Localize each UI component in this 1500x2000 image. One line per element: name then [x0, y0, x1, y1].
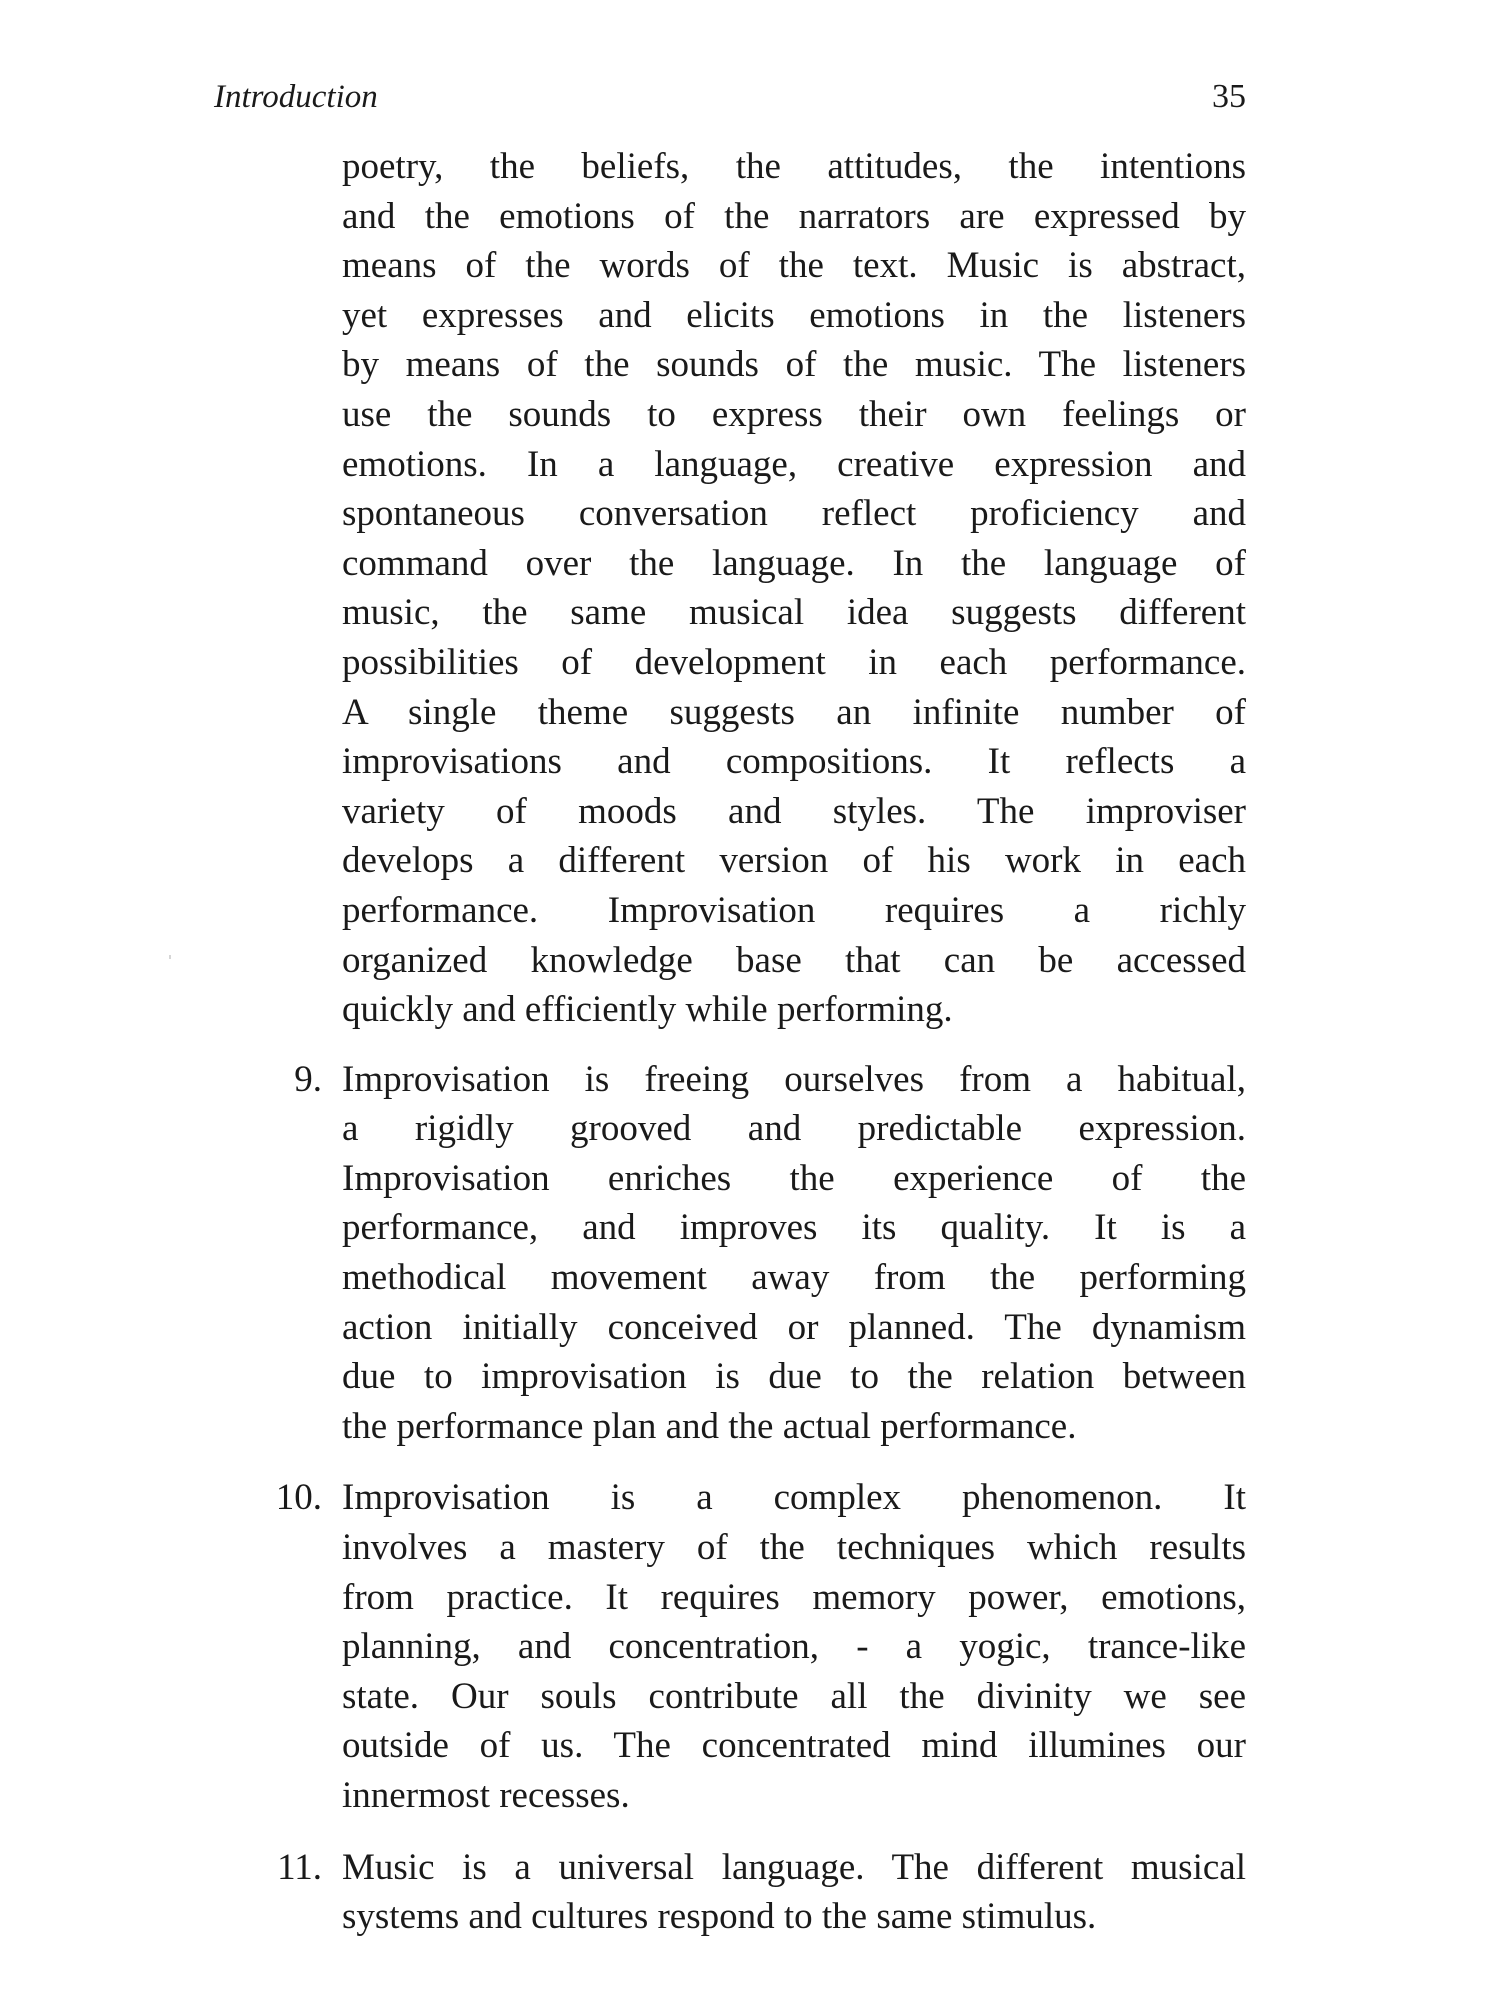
text-line: spontaneous conversation reflect proficiency and [342, 493, 1246, 535]
text-line: Improvisation enriches the experience of the [342, 1157, 1246, 1199]
text-line: Music is a universal language. The different musical [342, 1846, 1246, 1888]
text-line: outside of us. The concentrated mind illumines our [342, 1725, 1246, 1767]
text-line: poetry, the beliefs, the attitudes, the intentions [342, 146, 1246, 187]
text-line: yet expresses and elicits emotions in the listeners [342, 294, 1246, 336]
text-line: Improvisation is a complex phenomenon. It [342, 1477, 1246, 1519]
paragraph-gap [0, 1035, 1500, 1055]
text-line: command over the language. In the language of [342, 542, 1246, 584]
text-line: Improvisation is freeing ourselves from a habitual, [342, 1058, 1246, 1100]
text-line: variety of moods and styles. The improviser [342, 790, 1246, 832]
text-line: quickly and efficiently while performing. [342, 989, 953, 1031]
running-head [214, 72, 1246, 122]
text-line: the performance plan and the actual performance. [342, 1405, 1077, 1447]
text-line: music, the same musical idea suggests different [342, 592, 1246, 634]
page-number: 35 [1212, 78, 1246, 115]
text-line: performance. Improvisation requires a richly [342, 889, 1246, 931]
body-text [0, 142, 1500, 1942]
text-line: develops a different version of his work in each [342, 840, 1246, 882]
item-number: 9. [294, 1058, 322, 1100]
item-number: 10. [275, 1477, 322, 1519]
continued-paragraph [342, 142, 1246, 1035]
text-line: performance, and improves its quality. It is a [342, 1207, 1246, 1249]
text-line: a rigidly grooved and predictable expression. [342, 1108, 1246, 1150]
list-item-11 [277, 1843, 1246, 1942]
text-line: by means of the sounds of the music. The listeners [342, 344, 1246, 386]
paragraph-gap [0, 1451, 1500, 1473]
text-line: innermost recesses. [342, 1775, 630, 1816]
text-line: emotions. In a language, creative expression and [342, 443, 1246, 485]
text-line: due to improvisation is due to the relation between [342, 1356, 1246, 1398]
list-item-10 [275, 1473, 1246, 1820]
list-item-9 [294, 1055, 1246, 1452]
text-line: from practice. It requires memory power, emotions, [342, 1576, 1246, 1618]
running-title: Introduction [214, 79, 378, 115]
text-line: methodical movement away from the performing [342, 1257, 1246, 1299]
text-line: possibilities of development in each performance. [342, 641, 1246, 683]
item-number: 11. [277, 1846, 322, 1888]
scan-mark [169, 955, 171, 959]
text-line: improvisations and compositions. It reflects a [342, 741, 1246, 783]
text-line: and the emotions of the narrators are expressed by [342, 195, 1246, 237]
text-line: systems and cultures respond to the same stimulus. [342, 1896, 1097, 1938]
text-line: means of the words of the text. Music is abstract, [342, 245, 1246, 287]
text-line: A single theme suggests an infinite number of [342, 691, 1246, 733]
paragraph-gap [0, 1821, 1500, 1843]
text-line: involves a mastery of the techniques which results [342, 1527, 1246, 1569]
text-line: state. Our souls contribute all the divinity we see [342, 1675, 1246, 1717]
text-line: organized knowledge base that can be accessed [342, 939, 1246, 981]
text-line: use the sounds to express their own feelings or [342, 393, 1246, 435]
text-line: action initially conceived or planned. The dynamism [342, 1306, 1246, 1348]
text-line: planning, and concentration, - a yogic, trance-like [342, 1626, 1246, 1668]
